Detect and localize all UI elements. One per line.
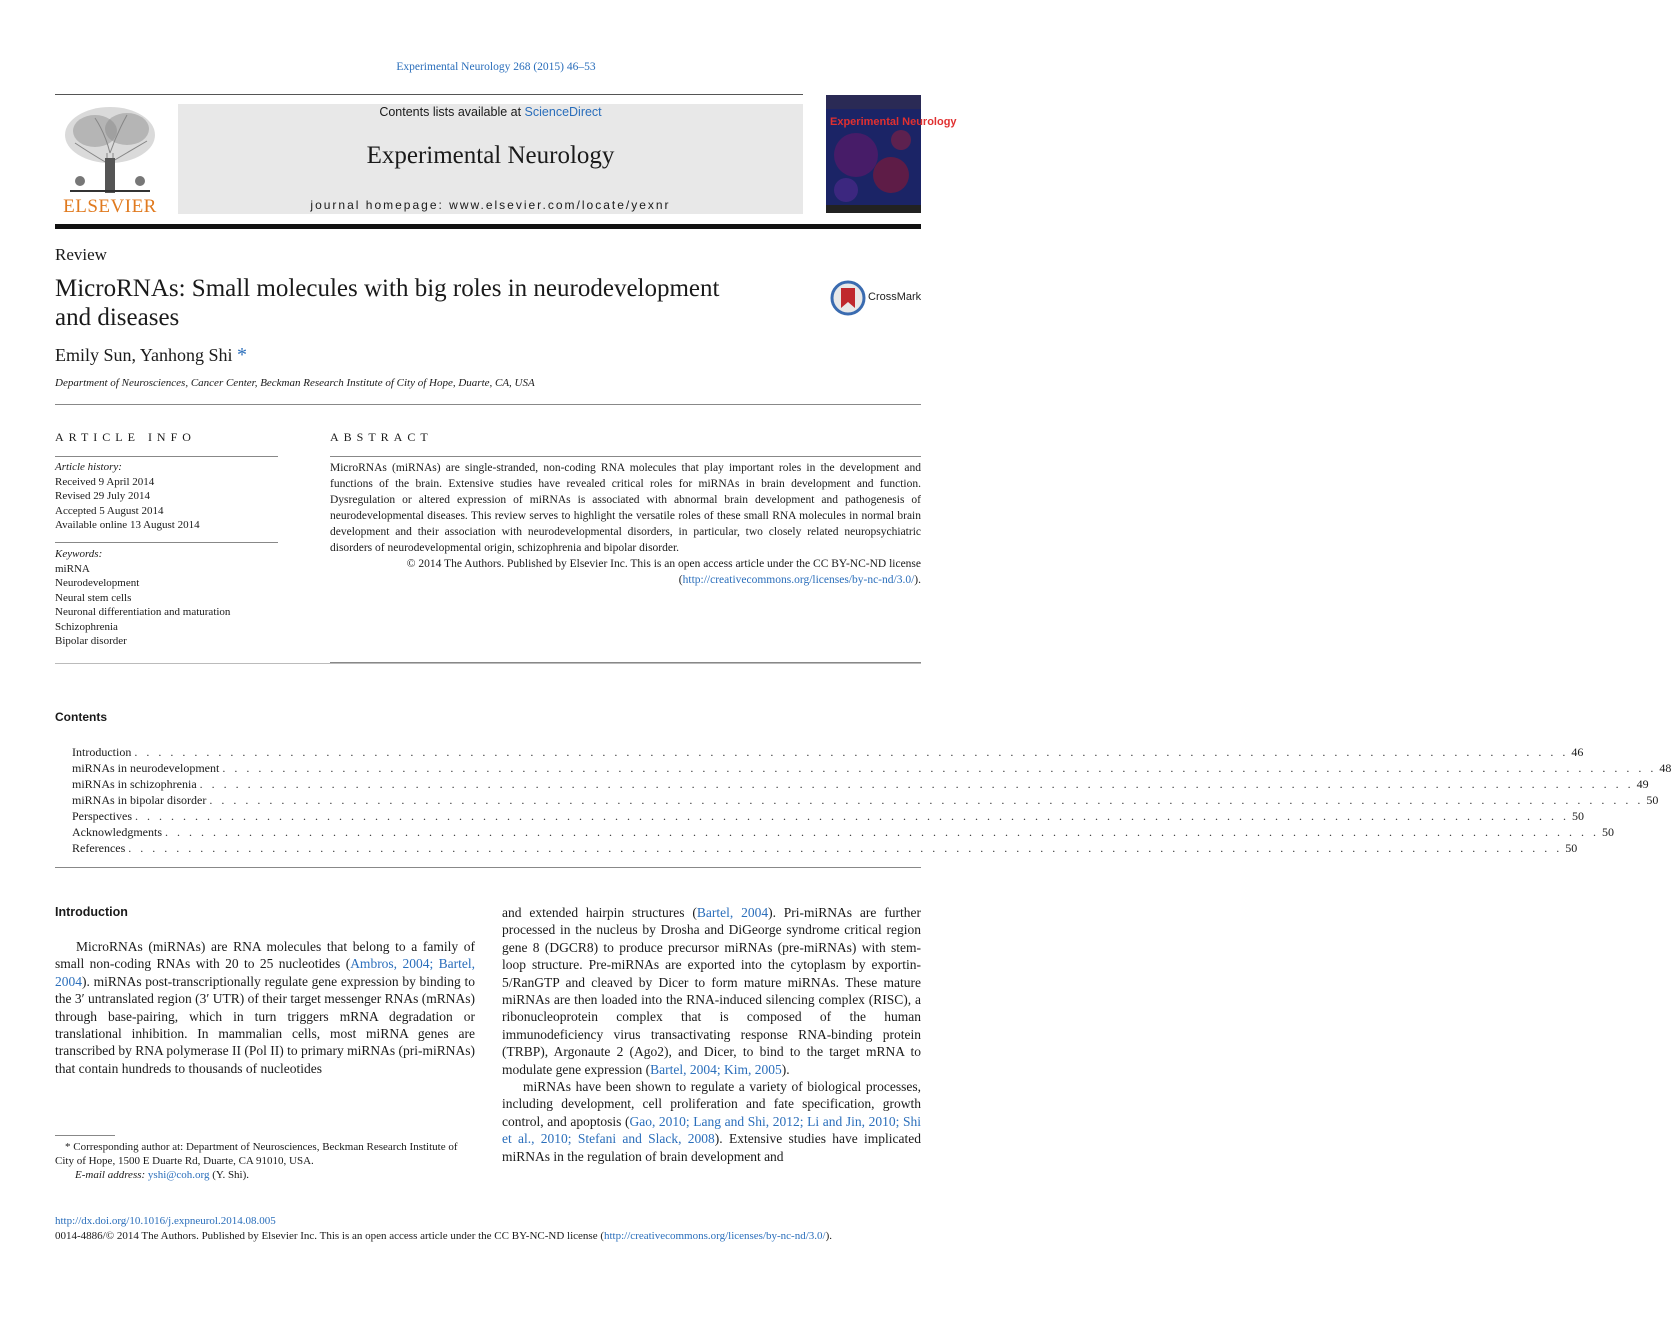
affiliation: Department of Neurosciences, Cancer Center, Beckman Research Institute of City of Hope, Duarte, CA, USA — [55, 377, 535, 389]
toc-leader: . . . . . . . . . . . . . . . . . . . . . . . . . . . . . . . . . . . . . . . . . . . . . . . . . . . . . . . . . . . . . . . . . . . . . . . . . . . . . . . . . . . . . . . . . . . . . . . . . . . . . . . . . . . . . . . . . . . . . . . . — [134, 809, 1569, 823]
toc-leader: . . . . . . . . . . . . . . . . . . . . . . . . . . . . . . . . . . . . . . . . . . . . . . . . . . . . . . . . . . . . . . . . . . . . . . . . . . . . . . . . . . . . . . . . . . . . . . . . . . . . . . . . . . . . . . . . . . . . . . . . — [164, 825, 1599, 839]
intro-text: and extended hairpin structures ( — [502, 905, 697, 920]
history-received: Received 9 April 2014 — [55, 475, 155, 488]
keywords-label: Keywords: — [55, 548, 103, 560]
citation-link[interactable]: Gao, 2010; Lang and Shi, 2012; Li and Jin, 2010; Shi et al., 2010; Stefani and Slack, 2008 — [502, 1113, 921, 1147]
front-matter-rule — [55, 663, 921, 664]
intro-paragraph — [502, 1078, 921, 1165]
toc-item[interactable] — [72, 841, 1578, 857]
toc-item[interactable] — [72, 809, 1584, 825]
citation-link[interactable]: Ambros, 2004; Bartel, 2004 — [55, 956, 475, 989]
footer-license-link[interactable]: http://creativecommons.org/licenses/by-nc-nd/3.0/ — [604, 1230, 826, 1242]
history-online: Available online 13 August 2014 — [55, 519, 200, 531]
intro-text: MicroRNAs (miRNAs) are RNA molecules that belong to a family of small non-coding RNAs with 20 to 25 nucleotides ( — [55, 939, 475, 972]
crossmark-label: CrossMark — [868, 291, 922, 303]
keyword: Neural stem cells — [55, 591, 132, 604]
contents-available — [178, 105, 803, 119]
footnote — [55, 1140, 475, 1182]
toc-page: 50 — [1565, 841, 1578, 855]
email-line — [55, 1168, 475, 1182]
toc-label: Acknowledgments — [72, 825, 162, 839]
author-names: Emily Sun, Yanhong Shi — [55, 345, 233, 365]
citation-link[interactable]: Bartel, 2004 — [696, 905, 769, 920]
copyright-text: 0014-4886/© 2014 The Authors. Published by Elsevier Inc. This is an open access article under the CC BY-NC-ND license ( — [55, 1230, 604, 1242]
toc-leader: . . . . . . . . . . . . . . . . . . . . . . . . . . . . . . . . . . . . . . . . . . . . . . . . . . . . . . . . . . . . . . . . . . . . . . . . . . . . . . . . . . . . . . . . . . . . . . . . . . . . . . . . . . . . . . . . . . . . . . . . — [199, 777, 1634, 791]
keyword: Neuronal differentiation and maturation — [55, 606, 231, 618]
article-info-rule — [55, 456, 278, 457]
keyword: miRNA — [55, 562, 90, 575]
abstract-rule — [330, 456, 921, 457]
toc-item[interactable] — [72, 825, 1614, 841]
license-link[interactable]: http://creativecommons.org/licenses/by-nc-nd/3.0/ — [682, 574, 915, 586]
table-of-contents — [72, 745, 1671, 857]
introduction-right-column — [502, 904, 921, 1165]
introduction-heading: Introduction — [55, 905, 128, 919]
toc-page: 50 — [1571, 809, 1584, 823]
intro-text: ). Extensive studies have implicated miRNAs in the regulation of brain development and — [502, 1131, 921, 1164]
doi-link[interactable]: http://dx.doi.org/10.1016/j.expneurol.2014.08.005 — [55, 1215, 276, 1227]
license-text: © 2014 The Authors. Published by Elsevier Inc. This is an open access article under the CC BY-NC-ND license — [406, 558, 921, 570]
toc-item[interactable] — [72, 761, 1671, 777]
journal-name: Experimental Neurology — [366, 142, 615, 169]
toc-leader: . . . . . . . . . . . . . . . . . . . . . . . . . . . . . . . . . . . . . . . . . . . . . . . . . . . . . . . . . . . . . . . . . . . . . . . . . . . . . . . . . . . . . . . . . . . . . . . . . . . . . . . . . . . . . . . . . . . . . . . . — [209, 793, 1644, 807]
keywords — [55, 547, 278, 649]
article-info-heading: ARTICLE INFO — [55, 430, 196, 444]
abstract-text: MicroRNAs (miRNAs) are single-stranded, non-coding RNA molecules that play important roles in the development and functions of the brain. Extensive studies have revealed critical roles for miRNAs in brain development and function. Dysregulation or altered expression of miRNAs is associated with abnormal brain development and pathogenesis of neurodevelopmental diseases. This review serves to highlight the versatile roles of these small RNA molecules in normal brain development and their association with neurodevelopmental disorders, in particular, two closely related neuropsychiatric disorders of neurodevelopmental origin, schizophrenia and bipolar disorder. — [330, 462, 921, 554]
abstract-body — [330, 460, 921, 588]
contents-heading: Contents — [55, 710, 107, 724]
history-label: Article history: — [55, 461, 122, 473]
toc-page: 46 — [1571, 745, 1584, 759]
toc-item[interactable] — [72, 777, 1649, 793]
journal-homepage[interactable]: journal homepage: www.elsevier.com/locate/yexnr — [310, 198, 671, 212]
email-label: E-mail address: — [75, 1169, 148, 1181]
article-type: Review — [55, 245, 107, 264]
toc-leader: . . . . . . . . . . . . . . . . . . . . . . . . . . . . . . . . . . . . . . . . . . . . . . . . . . . . . . . . . . . . . . . . . . . . . . . . . . . . . . . . . . . . . . . . . . . . . . . . . . . . . . . . . . . . . . . . . . . . . . . . — [128, 841, 1563, 855]
affiliation-rule — [55, 404, 921, 405]
email-suffix: (Y. Shi). — [209, 1169, 250, 1181]
toc-label: References — [72, 841, 126, 855]
page-footer — [55, 1214, 921, 1244]
toc-page: 50 — [1646, 793, 1659, 807]
intro-text: ). — [781, 1061, 790, 1077]
intro-text: ). miRNAs post-transcriptionally regulate gene expression by binding to the 3′ untranslated region (3′ UTR) of their target messenger RNAs (mRNAs) through base-pairing, which in turn triggers mRNA degradation or translational inhibition. In mammalian cells, most miRNA genes are transcribed by RNA polymerase II (Pol II) to primary miRNAs (pri-miRNAs) that contain hundreds to thousands of nucleotides — [55, 973, 475, 1076]
toc-page: 48 — [1659, 761, 1671, 775]
toc-leader: . . . . . . . . . . . . . . . . . . . . . . . . . . . . . . . . . . . . . . . . . . . . . . . . . . . . . . . . . . . . . . . . . . . . . . . . . . . . . . . . . . . . . . . . . . . . . . . . . . . . . . . . . . . . . . . . . . . . . . . . — [134, 745, 1569, 759]
intro-text: miRNAs have been shown to regulate a variety of biological processes, including development, cell proliferation and fate specification, growth control, and apoptosis ( — [502, 1079, 921, 1129]
toc-page: 49 — [1636, 777, 1649, 791]
toc-item[interactable] — [72, 745, 1584, 761]
citation-link[interactable]: Bartel, 2004; Kim, 2005 — [650, 1061, 782, 1077]
crossmark-icon — [830, 280, 866, 316]
intro-text: ). Pri-miRNAs are further processed in the nucleus by Drosha and DiGeorge syndrome critical region gene 8 (DGCR8) to produce precursor miRNAs (pre-miRNAs) with stem-loop structure. Pre-miRNAs are exported into the cytoplasm by exportin-5/RanGTP and cleaved by Dicer to form mature miRNAs. These mature miRNAs are then loaded into the RNA-induced silencing complex (RISC), a ribonucleoprotein complex that is composed of the human immunodeficiency virus transactivating response RNA-binding protein (TRBP), Argonaute 2 (Ago2), and Dicer, to bind to the target mRNA to modulate gene expression ( — [502, 905, 921, 1077]
keywords-rule — [55, 542, 278, 543]
corresponding-author-note: * Corresponding author at: Department of Neurosciences, Beckman Research Institute of City of Hope, 1500 E Duarte Rd, Duarte, CA 91010, USA. — [55, 1141, 458, 1167]
email-link[interactable]: yshi@coh.org — [147, 1169, 210, 1181]
history-accepted: Accepted 5 August 2014 — [55, 504, 164, 517]
copyright-line — [55, 1229, 921, 1244]
keyword: Bipolar disorder — [55, 635, 127, 647]
cover-title: Experimental Neurology — [830, 116, 957, 128]
toc-label: miRNAs in neurodevelopment — [72, 761, 220, 775]
contents-prefix: Contents lists available at — [379, 105, 525, 119]
crossmark-badge[interactable] — [830, 280, 925, 316]
contents-rule — [55, 867, 921, 868]
toc-label: Perspectives — [72, 809, 132, 823]
keyword: Schizophrenia — [55, 620, 118, 633]
abstract-heading: ABSTRACT — [330, 430, 433, 444]
article-history — [55, 460, 278, 533]
header-top-rule — [55, 94, 803, 95]
article-title: MicroRNAs: Small molecules with big roles in neurodevelopment and diseases — [55, 275, 720, 331]
copyright-suffix: ). — [825, 1230, 833, 1242]
toc-label: miRNAs in bipolar disorder — [72, 793, 207, 807]
intro-paragraph — [502, 904, 921, 1078]
corresponding-author-mark[interactable]: * — [237, 344, 248, 366]
header-thick-rule — [55, 224, 921, 229]
footnote-rule — [55, 1135, 115, 1136]
toc-label: miRNAs in schizophrenia — [72, 777, 197, 791]
toc-leader: . . . . . . . . . . . . . . . . . . . . . . . . . . . . . . . . . . . . . . . . . . . . . . . . . . . . . . . . . . . . . . . . . . . . . . . . . . . . . . . . . . . . . . . . . . . . . . . . . . . . . . . . . . . . . . . . . . . . . . . . — [222, 761, 1657, 775]
sciencedirect-link[interactable]: ScienceDirect — [524, 105, 602, 119]
introduction-left-column — [55, 938, 475, 1077]
abstract-license: © 2014 The Authors. Published by Elsevier Inc. This is an open access article under the CC BY-NC-ND license (http://creativecommons.org/licenses/by-nc-nd/3.0/). — [406, 558, 921, 586]
keyword: Neurodevelopment — [55, 577, 140, 589]
journal-cover-image — [826, 95, 957, 213]
toc-page: 50 — [1601, 825, 1614, 839]
toc-item[interactable] — [72, 793, 1659, 809]
toc-label: Introduction — [72, 745, 132, 759]
authors — [55, 344, 247, 367]
journal-citation[interactable]: Experimental Neurology 268 (2015) 46–53 — [396, 61, 596, 73]
elsevier-wordmark: ELSEVIER — [63, 196, 157, 217]
history-revised: Revised 29 July 2014 — [55, 490, 151, 502]
